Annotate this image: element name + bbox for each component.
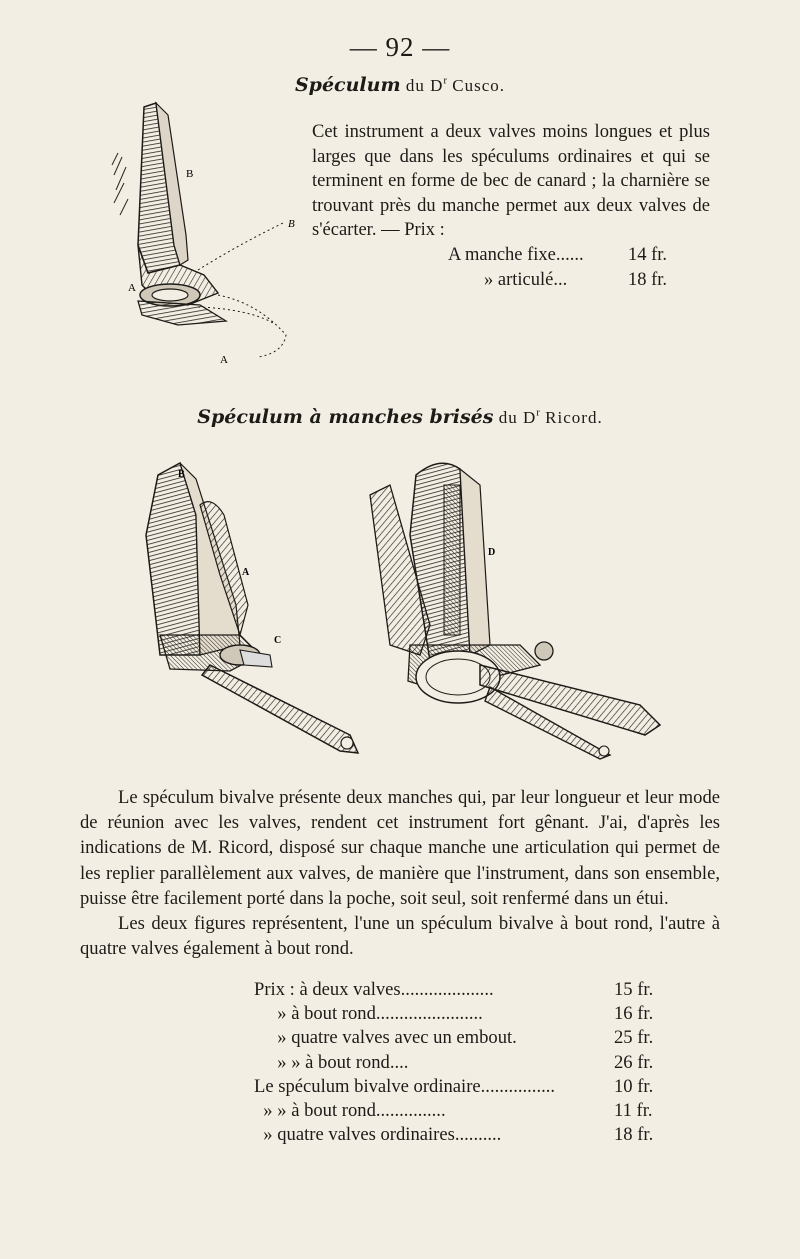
ricord-price-list [254,978,684,1147]
price-value: 26 fr. [614,1051,654,1073]
figure-label-b2: B [288,218,295,230]
paragraph: Les deux figures représentent, l'une un spéculum bivalve à bout rond, l'autre à quatre valves également à bout rond. [80,913,720,960]
cusco-description: Cet instrument a deux valves moins longues et plus larges que dans les spéculums ordinaires et qui se terminent en forme de bec de canard ; la charnière se trouvant près du manche permet aux deux valves de s'écarter. — Prix : [312,122,710,241]
paragraph: Le spéculum bivalve présente deux manches qui, par leur longueur et leur mode de réunion avec les valves, rendent cet instrument fort gênant. J'ai, d'après les indications de M. Ricord, disposé sur chaque manche une articulation qui permet de les replier parallèlement aux valves, de manière que l'instrument, dans son ensemble, puisse être facilement porté dans la poche, soit seul, soit renfermé dans un étui. [80,787,720,909]
price-row [254,1099,684,1123]
cusco-price-list [448,243,688,292]
price-value: 25 fr. [614,1027,654,1049]
price-row [254,1075,684,1099]
section-heading-cusco [0,74,800,97]
price-label: » » à bout rond.... [254,1051,409,1073]
price-label: » à bout rond....................... [254,1003,483,1025]
price-value: 10 fr. [614,1075,654,1097]
price-value: 18 fr. [614,1124,654,1146]
price-row [448,268,688,293]
section-heading-ricord [0,406,800,429]
heading-text: du D [493,408,537,427]
price-label: Prix : à deux valves.................... [254,979,494,1000]
price-label: » » à bout rond............... [254,1100,446,1122]
figure-label-c: C [274,635,282,646]
price-value: 14 fr. [628,245,668,265]
price-label: » articulé... [484,269,568,290]
heading-name: Cusco. [447,76,506,95]
heading-sup: r [443,74,448,87]
figure-label-a: A [242,567,250,578]
price-row [254,1026,684,1050]
price-label: Le spéculum bivalve ordinaire................ [254,1075,556,1097]
price-value: 11 fr. [614,1100,653,1122]
heading-bold: Spéculum à manches brisés [197,406,494,428]
price-label: » quatre valves avec un embout. [254,1027,517,1049]
price-label: » quatre valves ordinaires.......... [254,1124,502,1146]
price-row [254,978,684,1002]
price-row [254,1051,684,1075]
cusco-speculum-illustration [108,95,308,370]
figure-label-a2: A [220,354,228,366]
heading-text: du D [400,76,444,95]
price-label: A manche fixe...... [448,245,584,265]
heading-name: Ricord. [539,408,603,427]
price-value: 15 fr. [614,979,654,1000]
heading-bold: Spéculum [294,74,401,96]
price-row [254,1002,684,1026]
heading-sup: r [536,406,540,419]
ricord-body-text [80,785,720,961]
figure-label-b: B [178,469,185,480]
price-value: 16 fr. [614,1003,654,1025]
price-row [254,1123,684,1147]
page-number: — 92 — [349,32,451,62]
figure-label-b1: B [186,168,194,180]
figure-label-d: D [488,547,496,558]
figure-label-a1: A [128,282,136,294]
ricord-speculum-illustration [140,455,680,760]
price-row [448,243,688,268]
price-value: 18 fr. [628,269,668,290]
four-valve-speculum-drawing [370,463,660,759]
bivalve-speculum-drawing [146,463,358,753]
